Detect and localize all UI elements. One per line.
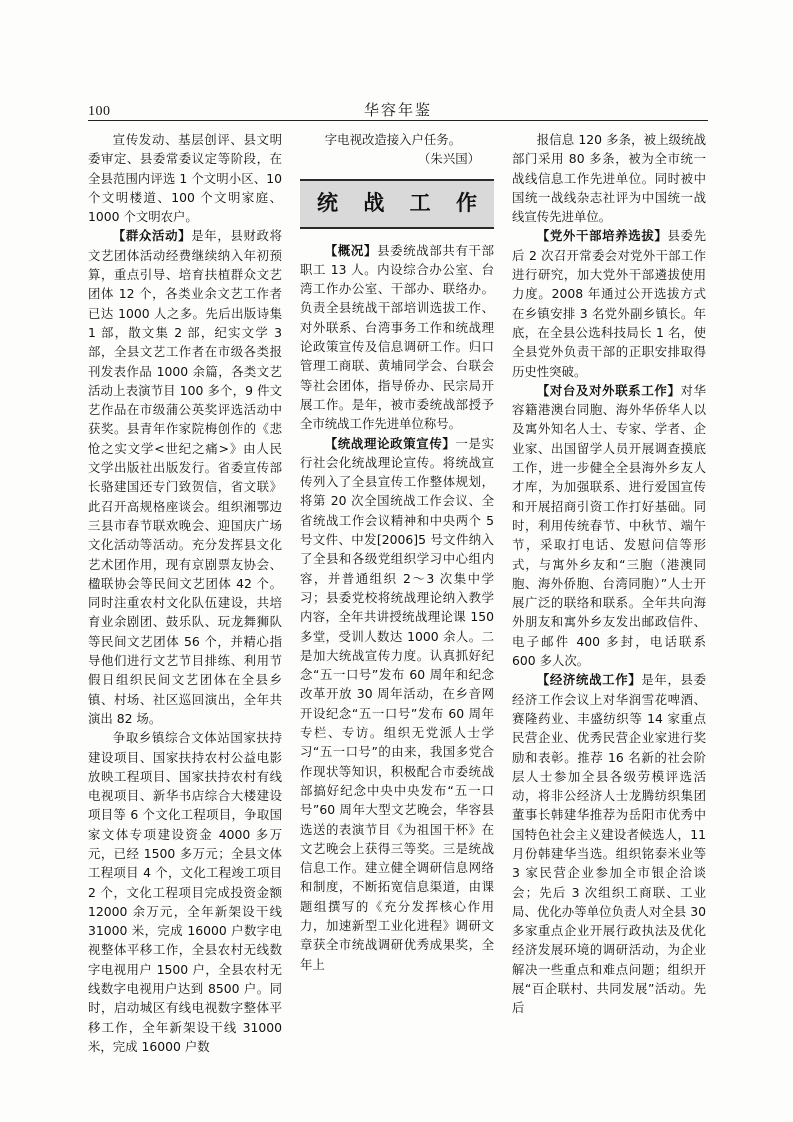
paragraph-lead: 【统战理论政策宣传】 bbox=[324, 435, 456, 451]
section-title: 统 战 工 作 bbox=[317, 190, 486, 215]
page-number: 100 bbox=[88, 104, 111, 119]
article-signature bbox=[300, 149, 494, 168]
column-left bbox=[88, 130, 282, 1090]
paragraph-text: 县委先后 2 次召开常委会对党外干部工作进行研究，加大党外干部遴拔使用力度。2008 年通过公开选拔方式在乡镇安排 3 名党外副乡镇长。年底，在全县公选科技局长 1 名，使全县党外负责干部的正职安排取得历史性突破。 bbox=[512, 228, 707, 379]
paragraph-lead: 【党外干部培养选拔】 bbox=[536, 228, 668, 244]
paragraph-text: 县委统战部共有干部职工 13 人。内设综合办公室、台湾工作办公室、干部办、联络办。负责全县统战干部培训选拔工作、对外联系、台湾事务工作和统战理论政策宣传及信息调研工作。归口管理工商联、黄埔同学会、台联会等社会团体，指导侨办、民宗局开展工作。是年，被市委统战部授予全市统战工作先进单位称号。 bbox=[300, 242, 495, 432]
paragraph-lead: 【对台及对外联系工作】 bbox=[536, 382, 681, 398]
paragraph-lead: 【群众活动】 bbox=[112, 228, 192, 244]
paragraph-lead: 【经济统战工作】 bbox=[536, 672, 642, 688]
paragraph bbox=[88, 226, 282, 728]
three-column-layout bbox=[88, 130, 708, 1090]
header-divider bbox=[88, 120, 708, 121]
paragraph bbox=[512, 381, 706, 670]
running-head: 华容年鉴 bbox=[363, 101, 432, 119]
paragraph-text: 争取乡镇综合文体站国家扶持建设项目、国家扶持农村公益电影放映工程项目、国家扶持农村有线电视项目、新华书店综合大楼建设项目等 6 个文化工程项目，争取国家文体专项建设资金 4000 多万元，已经 1500 多万元；全县文体工程项目 4 个，文化工程竣工项目 2 个，文化工程项目完成投资金额 12000 余万元，全年新架设干线 31000 米，完成 16000 户数字电视整体平移工作，全县农村无线数字电视用户 1500 户，全县农村无线数字电视用户达到 8500 户。同时，启动城区有线电视数字整体平移工作，全年新架设干线 31000 米，完成 16000 户数 bbox=[88, 730, 282, 1054]
paragraph-text: 字电视改造接入户任务。 bbox=[324, 132, 462, 147]
paragraph-lead: 【概况】 bbox=[324, 242, 378, 258]
paragraph-text: 一是实行社会化统战理论宣传。将统战宣传列入了全县宣传工作整体规划，将第 20 次全国统战工作会议、全省统战工作会议精神和中央两个 5 号文件、中发[2006]5 号文件纳入了全县和各级党组织学习中心组内容，并普通组织 2～3 次集中学习；县委党校将统战理论纳入教学内容，全年共讲授统战理论课 150 多堂，受训人数达 1000 余人。二是加大统战宣传力度。认真抓好纪念“五一口号”发布 60 周年和纪念改革开放 30 周年活动，在乡音网开设纪念“五一口号”发布 60 周年专栏、专访。组织无党派人士学习“五一口号”的由来，我国多党合作现状等知识，积极配合市委统战部搞好纪念中央中央发布“五一口号”60 周年大型文艺晚会，华容县选送的表演节目《为祖国干杯》在文艺晚会上获得三等奖。三是统战信息工作。建立健全调研信息网络和制度，不断拓宽信息渠道，由课题组撰写的《充分发挥核心作用力，加速新型工业化进程》调研文章获全市统战调研优秀成果奖，全年上 bbox=[300, 435, 495, 972]
paragraph bbox=[512, 226, 706, 380]
paragraph bbox=[88, 728, 282, 1056]
paragraph-text: 是年，县财政将文艺团体活动经费继续纳入年初预算，重点引导、培育扶植群众文艺团体 12 个，各类业余文艺工作者已达 1000 人之多。先后出版诗集 1 部，散文集 2 部，纪实文学 3 部，全县文艺工作者在市级各类报刊发表作品 1000 余篇，各类文艺活动上表演节目 100 多个，9 件文艺作品在市级蒲公英奖评选活动中获奖。县青年作家院梅创作的《悲怆之实文学<世纪之痛>》由人民文学出版社出版发行。省委宣传部长骆建国还专门致贺信，省文联》此召开高规格座谈会。组织湘鄂边三县市春节联欢晚会、迎国庆广场文化活动等活动。充分发挥县文化艺术团作用，现有京剧票友协会、楹联协会等民间文艺团体 42 个。同时注重农村文化队伍建设，共培育业余剧团、鼓乐队、玩龙舞狮队等民间文艺团体 56 个，并精心指导他们进行文艺节目排练、利用节假日组织民间文艺团体在全县乡镇、村场、社区巡回演出，全年共演出 82 场。 bbox=[88, 228, 282, 726]
paragraph bbox=[512, 670, 706, 1017]
column-right bbox=[512, 130, 706, 1090]
section-banner bbox=[300, 179, 494, 229]
paragraph bbox=[300, 434, 494, 974]
paragraph-text: 报信息 120 多条，被上级统战部门采用 80 多条，被为全市统一战线信息工作先进单位。同时被中国统一战线杂志社评为中国统一战线宣传先进单位。 bbox=[512, 132, 706, 225]
paragraph-text: 是年，县委经济工作会议上对华润雪花啤酒、赛隆药业、丰盛纺织等 14 家重点民营企业、优秀民营企业家进行奖励和表彰。推荐 16 名新的社会阶层人士参加全县各级劳模评选活动，将非公经济人士龙腾纺织集团董事长韩建华推荐为岳阳市优秀中国特色社会主义建设者候选人，11 月份韩建华当选。组织铭泰米业等 3 家民营企业参加全市银企洽谈会；先后 3 次组织工商联、工业局、优化办等单位负责人对全县 30 多家重点企业开展行政执法及优化经济发展环境的调研活动，为企业解决一些重点和难点问题；组织开展“百企联村、共同发展”活动。先后 bbox=[512, 672, 707, 1016]
signature-text: （朱兴国） bbox=[418, 151, 480, 167]
paragraph-text: 对华容籍港澳台同胞、海外华侨华人以及寓外知名人士、专家、学者、企业家、出国留学人员开展调查摸底工作，进一步健全全县海外乡友人才库，为加强联系、进行爱国宣传和开展招商引资工作打好基础。同时，利用传统春节、中秋节、端午节，采取打电话、发慰问信等形式，与寓外乡友和“三胞（港澳同胞、海外侨胞、台湾同胞）”人士开展广泛的联络和联系。全年共向海外朋友和寓外乡友发出邮政信件、电子邮件 400 多封，电话联系 600 多人次。 bbox=[512, 382, 707, 669]
paragraph bbox=[512, 130, 706, 226]
paragraph-text: 宣传发动、基层创评、县文明委审定、县委常委议定等阶段，在全县范围内评选 1 个文明小区、10 个文明楼道、100 个文明家庭、1000 个文明农户。 bbox=[88, 132, 282, 225]
column-middle bbox=[300, 130, 494, 1090]
page-header bbox=[88, 92, 708, 120]
paragraph bbox=[300, 241, 494, 434]
paragraph bbox=[88, 130, 282, 226]
paragraph bbox=[300, 130, 494, 149]
